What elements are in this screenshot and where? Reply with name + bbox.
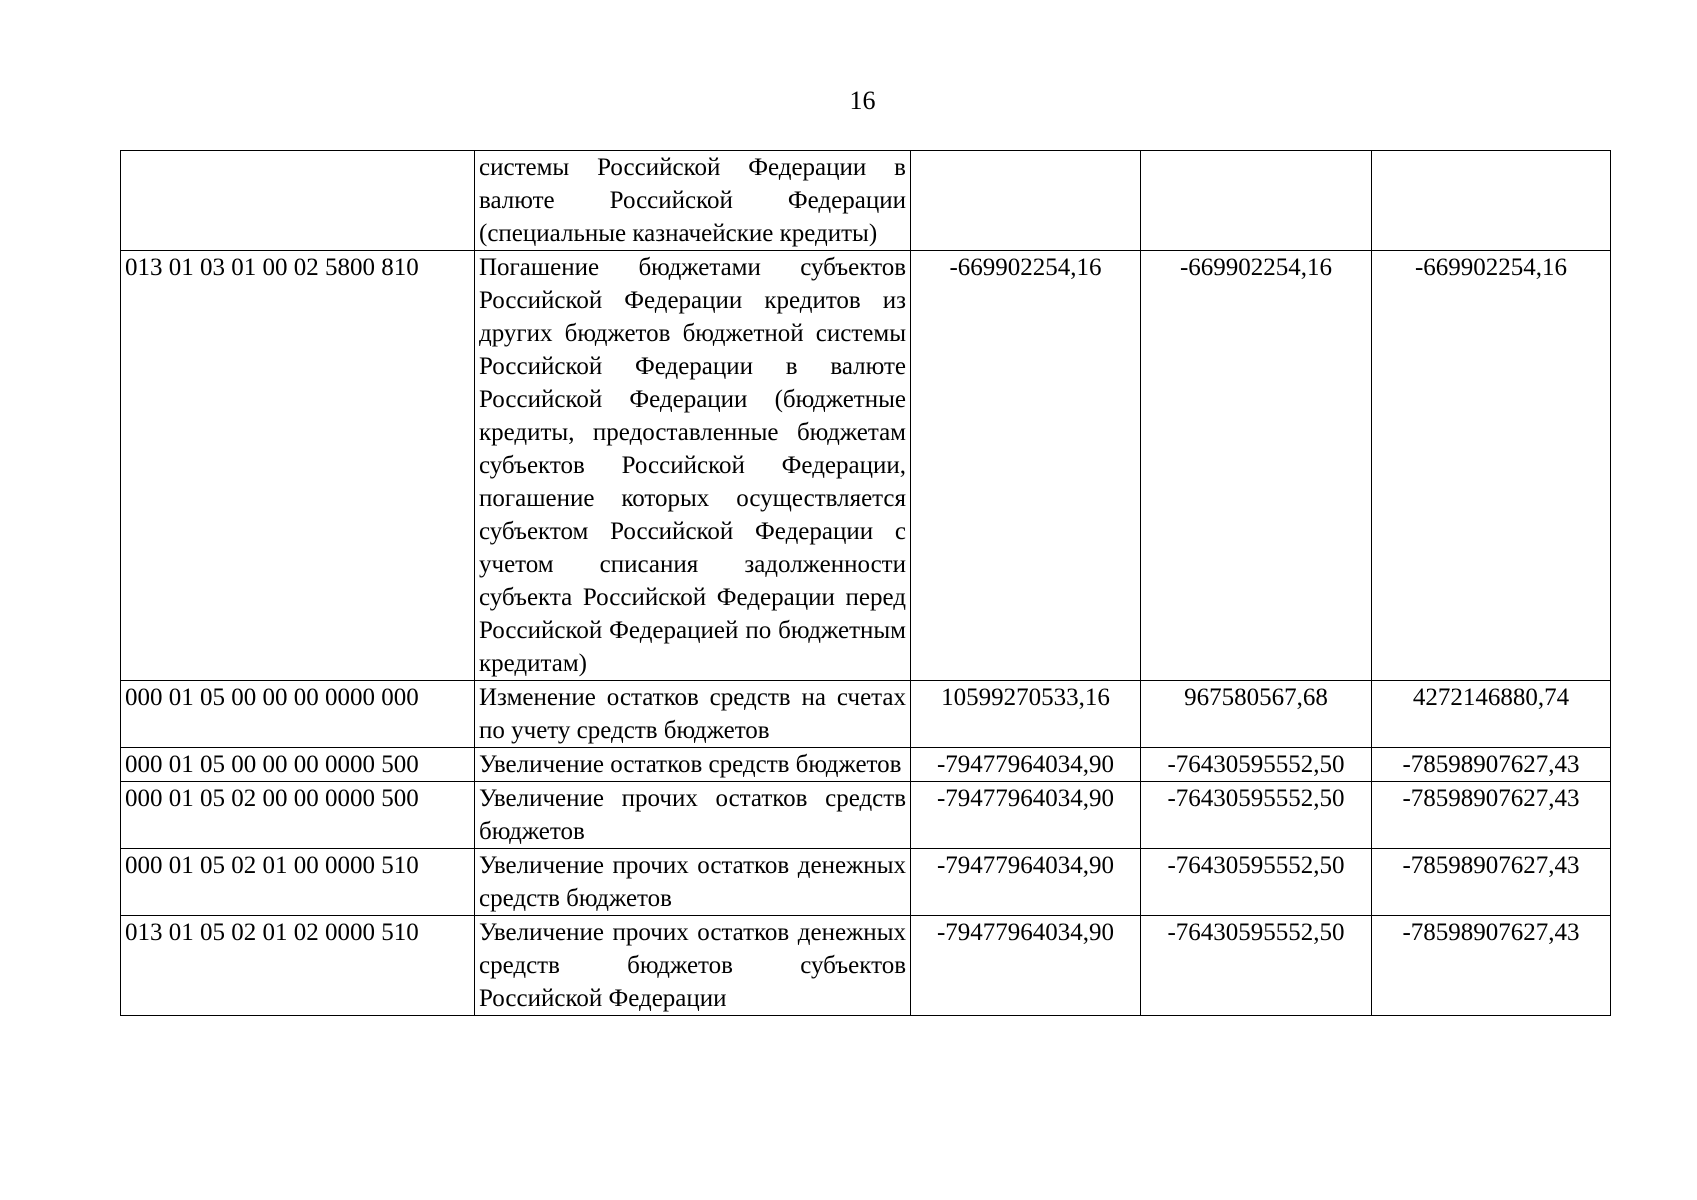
amount-cell-year-2: -76430595552,50: [1141, 849, 1372, 916]
amount-cell-year-1: -79477964034,90: [911, 748, 1141, 782]
amount-cell-year-3: -78598907627,43: [1372, 849, 1611, 916]
amount-cell-year-1: 10599270533,16: [911, 681, 1141, 748]
amount-cell-year-2: -669902254,16: [1141, 251, 1372, 681]
table-row: [121, 151, 1611, 251]
table-row: [121, 748, 1611, 782]
table-row: [121, 916, 1611, 1016]
budget-code-cell: 013 01 05 02 01 02 0000 510: [121, 916, 475, 1016]
table-row: [121, 251, 1611, 681]
amount-cell-year-2: [1141, 151, 1372, 251]
description-cell: Увеличение прочих остатков денежных средств бюджетов: [475, 849, 911, 916]
description-cell: Увеличение остатков средств бюджетов: [475, 748, 911, 782]
amount-cell-year-3: [1372, 151, 1611, 251]
amount-cell-year-2: -76430595552,50: [1141, 748, 1372, 782]
table-row: [121, 782, 1611, 849]
budget-sources-table: [120, 150, 1611, 1016]
amount-cell-year-2: -76430595552,50: [1141, 782, 1372, 849]
amount-cell-year-3: -78598907627,43: [1372, 782, 1611, 849]
budget-code-cell: [121, 151, 475, 251]
description-cell: Изменение остатков средств на счетах по учету средств бюджетов: [475, 681, 911, 748]
amount-cell-year-1: -669902254,16: [911, 251, 1141, 681]
budget-code-cell: 000 01 05 02 01 00 0000 510: [121, 849, 475, 916]
amount-cell-year-1: -79477964034,90: [911, 782, 1141, 849]
amount-cell-year-1: -79477964034,90: [911, 916, 1141, 1016]
page-number: 16: [849, 86, 876, 115]
description-cell: Увеличение прочих остатков денежных средств бюджетов субъектов Российской Федерации: [475, 916, 911, 1016]
table-row: [121, 681, 1611, 748]
amount-cell-year-2: -76430595552,50: [1141, 916, 1372, 1016]
budget-code-cell: 000 01 05 00 00 00 0000 000: [121, 681, 475, 748]
table-row: [121, 849, 1611, 916]
amount-cell-year-2: 967580567,68: [1141, 681, 1372, 748]
description-cell: системы Российской Федерации в валюте Российской Федерации (специальные казначейские кредиты): [475, 151, 911, 251]
budget-code-cell: 000 01 05 00 00 00 0000 500: [121, 748, 475, 782]
amount-cell-year-3: 4272146880,74: [1372, 681, 1611, 748]
amount-cell-year-3: -669902254,16: [1372, 251, 1611, 681]
amount-cell-year-3: -78598907627,43: [1372, 748, 1611, 782]
amount-cell-year-1: -79477964034,90: [911, 849, 1141, 916]
amount-cell-year-3: -78598907627,43: [1372, 916, 1611, 1016]
description-cell: Погашение бюджетами субъектов Российской Федерации кредитов из других бюджетов бюджетной системы Российской Федерации в валюте Российской Федерации (бюджетные кредиты, предоставленные бюджетам субъектов Российской Федерации, погашение которых осуществляется субъектом Российской Федерации с учетом списания задолженности субъекта Российской Федерации перед Российской Федерацией по бюджетным кредитам): [475, 251, 911, 681]
description-cell: Увеличение прочих остатков средств бюджетов: [475, 782, 911, 849]
budget-code-cell: 013 01 03 01 00 02 5800 810: [121, 251, 475, 681]
amount-cell-year-1: [911, 151, 1141, 251]
budget-code-cell: 000 01 05 02 00 00 0000 500: [121, 782, 475, 849]
